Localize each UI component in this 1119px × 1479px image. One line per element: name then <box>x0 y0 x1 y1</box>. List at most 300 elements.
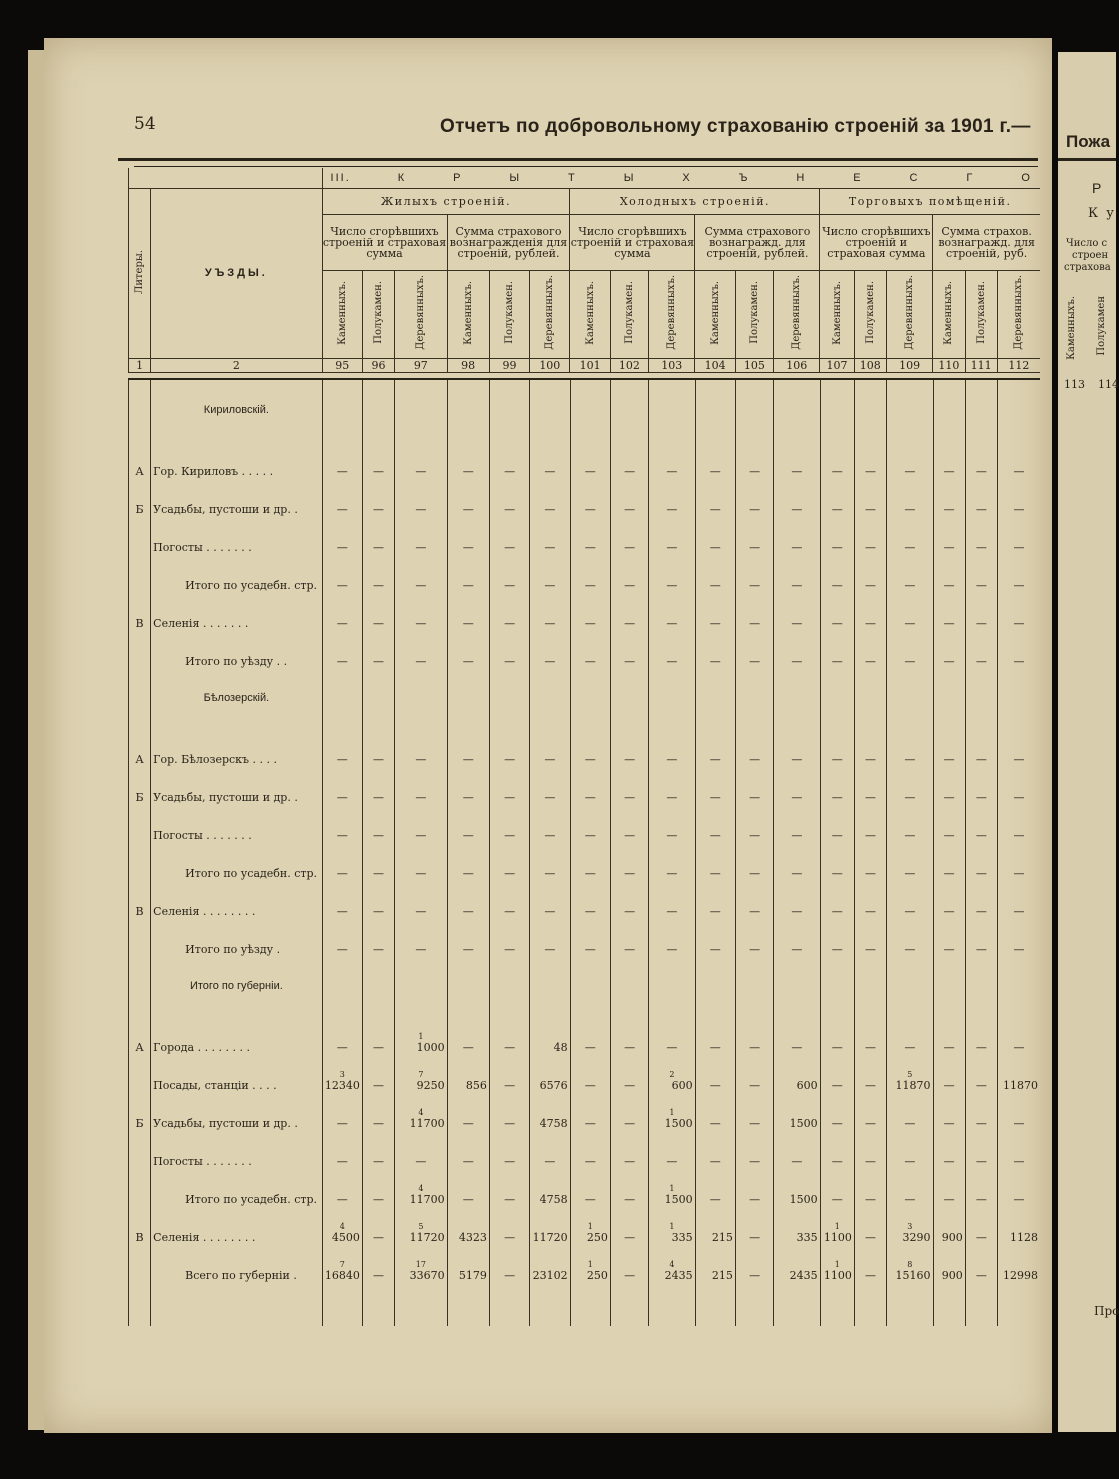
table-cell: — <box>695 592 735 630</box>
table-cell: 6576 <box>530 1054 570 1092</box>
table-cell: 48 <box>530 1016 570 1054</box>
table-cell: — <box>395 592 447 630</box>
subgroup-2: Сумма страхового вознагражденія для строеній, рублей. <box>447 214 570 270</box>
row-litera <box>129 1244 151 1282</box>
table-cell: — <box>820 478 854 516</box>
column-number: 107 <box>820 358 854 372</box>
table-row <box>129 842 1041 880</box>
table-cell: — <box>854 728 886 766</box>
table-cell: — <box>933 440 965 478</box>
table-cell: — <box>610 516 648 554</box>
table-cell: — <box>735 554 773 592</box>
material-col-header: Деревянныхъ. <box>997 270 1040 358</box>
table-cell: — <box>998 1168 1040 1206</box>
row-label: Итого по усадебн. стр. <box>151 842 322 880</box>
table-cell: — <box>362 1206 394 1244</box>
table-cell: — <box>965 1244 997 1282</box>
table-cell: — <box>447 516 489 554</box>
table-cell: — <box>774 766 820 804</box>
table-cell: — <box>362 804 394 842</box>
next-page-letter: Р <box>1092 180 1102 196</box>
table-cell: — <box>933 630 965 668</box>
sum-value: 33670 <box>409 1269 445 1282</box>
table-cell: — <box>965 1206 997 1244</box>
table-cell: — <box>965 842 997 880</box>
table-cell <box>649 1244 695 1282</box>
table-cell: — <box>649 554 695 592</box>
table-cell: — <box>649 918 695 956</box>
table-cell: — <box>774 1130 820 1168</box>
count-value: 7 <box>339 1260 345 1269</box>
table-cell: — <box>322 630 362 668</box>
subgroup-5: Число сгорѣвшихъ строеній и страховая сумма <box>820 214 933 270</box>
table-cell: — <box>735 918 773 956</box>
table-cell <box>649 1054 695 1092</box>
table-cell: — <box>322 728 362 766</box>
count-value: 1 <box>834 1222 840 1231</box>
material-col-header: Каменныхъ. <box>820 270 854 358</box>
table-cell: 11720 <box>530 1206 570 1244</box>
table-cell: — <box>489 804 529 842</box>
table-cell: — <box>887 766 933 804</box>
table-cell: — <box>854 842 886 880</box>
table-cell: 335 <box>774 1206 820 1244</box>
row-litera: А <box>129 1016 151 1054</box>
table-cell: — <box>735 804 773 842</box>
column-number: 111 <box>965 358 997 372</box>
table-cell: — <box>735 592 773 630</box>
table-cell: — <box>933 842 965 880</box>
table-cell: — <box>322 918 362 956</box>
table-cell: — <box>362 1054 394 1092</box>
table-cell: — <box>887 592 933 630</box>
subgroup-1: Число сгорѣвшихъ строеній и страховая сумма <box>322 214 447 270</box>
table-cell: — <box>362 1092 394 1130</box>
table-cell: — <box>649 804 695 842</box>
sum-value: 600 <box>671 1079 693 1092</box>
section-heading-letter: Ы <box>623 171 636 184</box>
next-page-num-2: 114 <box>1098 378 1119 391</box>
table-cell: — <box>887 554 933 592</box>
table-cell: — <box>887 880 933 918</box>
table-cell: — <box>395 804 447 842</box>
row-litera: В <box>129 592 151 630</box>
section-heading-letter: Ы <box>509 171 522 184</box>
table-cell: 2435 <box>774 1244 820 1282</box>
row-label: Усадьбы, пустоши и др. . <box>151 1092 322 1130</box>
row-label: Итого по уѣзду . . <box>151 630 322 668</box>
next-page-footer: Про <box>1094 1304 1119 1318</box>
table-cell: — <box>820 1168 854 1206</box>
section-heading-letter: К <box>397 171 407 184</box>
table-cell: — <box>887 918 933 956</box>
table-cell: — <box>735 440 773 478</box>
table-cell: — <box>735 1130 773 1168</box>
litery-header: Литеры. <box>129 188 151 358</box>
table-cell: — <box>395 842 447 880</box>
sum-value: 1000 <box>416 1041 445 1054</box>
table-cell: — <box>610 1244 648 1282</box>
column-number: 105 <box>735 358 773 372</box>
table-row <box>129 516 1041 554</box>
material-col-header: Деревянныхъ. <box>530 270 570 358</box>
section-heading-letter: Х <box>682 171 692 184</box>
table-cell: — <box>933 1092 965 1130</box>
section-heading-letter: С <box>909 171 920 184</box>
table-cell: — <box>649 1130 695 1168</box>
table-cell: — <box>610 1206 648 1244</box>
table-cell: — <box>447 880 489 918</box>
table-cell: — <box>695 1168 735 1206</box>
table-cell: — <box>998 804 1040 842</box>
sum-value: 4500 <box>331 1231 360 1244</box>
table-cell <box>322 1054 362 1092</box>
row-label: Селенія . . . . . . . <box>151 592 322 630</box>
table-cell: — <box>933 766 965 804</box>
table-cell: — <box>965 478 997 516</box>
column-number: 99 <box>489 358 529 372</box>
table-cell: — <box>395 554 447 592</box>
material-col-header: Каменныхъ. <box>695 270 735 358</box>
table-cell: — <box>695 880 735 918</box>
column-number: 97 <box>395 358 447 372</box>
table-cell: — <box>362 592 394 630</box>
table-row <box>129 1054 1041 1092</box>
table-cell: — <box>447 1130 489 1168</box>
group-kholodnykh: Холодныхъ строеній. <box>570 188 820 214</box>
table-cell: — <box>820 766 854 804</box>
table-cell: — <box>362 554 394 592</box>
table-cell: — <box>649 592 695 630</box>
table-cell: — <box>322 478 362 516</box>
table-cell <box>887 1054 933 1092</box>
table-row <box>129 1168 1041 1206</box>
table-cell <box>820 1206 854 1244</box>
count-value: 1 <box>587 1222 593 1231</box>
table-cell: — <box>489 1092 529 1130</box>
count-value: 3 <box>907 1222 913 1231</box>
table-cell: — <box>322 842 362 880</box>
table-cell: — <box>695 728 735 766</box>
table-cell: — <box>695 1054 735 1092</box>
row-litera: В <box>129 880 151 918</box>
count-value: 5 <box>907 1070 913 1079</box>
table-cell: — <box>998 1092 1040 1130</box>
sum-value: 15160 <box>895 1269 931 1282</box>
table-cell: — <box>854 554 886 592</box>
column-number: 96 <box>362 358 394 372</box>
table-cell: — <box>322 1016 362 1054</box>
table-cell: — <box>735 516 773 554</box>
table-cell: — <box>820 1130 854 1168</box>
material-col-header: Каменныхъ. <box>322 270 362 358</box>
table-cell: 1500 <box>774 1168 820 1206</box>
row-label: Усадьбы, пустоши и др. . <box>151 478 322 516</box>
next-page-rule <box>1058 158 1116 161</box>
table-cell: — <box>887 842 933 880</box>
row-litera <box>129 1130 151 1168</box>
table-cell: — <box>489 1016 529 1054</box>
table-cell: — <box>820 516 854 554</box>
table-cell: — <box>322 516 362 554</box>
table-cell: — <box>610 1054 648 1092</box>
table-cell: — <box>854 440 886 478</box>
table-cell: — <box>649 630 695 668</box>
table-cell: — <box>965 880 997 918</box>
count-value: 1 <box>669 1184 675 1193</box>
table-cell: — <box>447 918 489 956</box>
row-litera <box>129 1168 151 1206</box>
table-cell: 600 <box>774 1054 820 1092</box>
next-page-sub-1: Число с <box>1066 238 1108 249</box>
count-value: 5 <box>418 1222 424 1231</box>
table-cell: — <box>735 1168 773 1206</box>
table-cell: — <box>322 804 362 842</box>
table-cell: — <box>570 880 610 918</box>
table-cell: — <box>998 516 1040 554</box>
table-cell: — <box>610 728 648 766</box>
table-cell: — <box>774 842 820 880</box>
table-row <box>129 1092 1041 1130</box>
table-cell: — <box>933 1016 965 1054</box>
table-row <box>129 918 1041 956</box>
next-page-num-1: 113 <box>1064 378 1085 391</box>
table-row <box>129 728 1041 766</box>
table-cell: — <box>362 478 394 516</box>
next-page-sub-2: строен <box>1072 250 1109 261</box>
material-col-header: Деревянныхъ. <box>395 270 447 358</box>
sum-value: 3290 <box>902 1231 931 1244</box>
table-cell: — <box>649 478 695 516</box>
table-cell: — <box>362 728 394 766</box>
table-cell: 1500 <box>774 1092 820 1130</box>
table-cell: — <box>395 880 447 918</box>
table-cell: — <box>610 880 648 918</box>
table-cell <box>395 1016 447 1054</box>
table-cell: — <box>362 630 394 668</box>
table-cell: — <box>395 478 447 516</box>
table-row <box>129 630 1041 668</box>
row-label: Погосты . . . . . . . <box>151 1130 322 1168</box>
column-number: 106 <box>774 358 820 372</box>
table-cell: — <box>854 630 886 668</box>
table-cell: — <box>530 728 570 766</box>
table-cell: — <box>447 630 489 668</box>
column-number: 108 <box>854 358 886 372</box>
table-cell: — <box>820 592 854 630</box>
table-cell: — <box>887 478 933 516</box>
table-cell: — <box>362 766 394 804</box>
table-cell <box>649 1206 695 1244</box>
material-col-header: Полукамен. <box>489 270 529 358</box>
table-cell: — <box>610 1130 648 1168</box>
table-cell: — <box>695 842 735 880</box>
row-litera <box>129 630 151 668</box>
table-cell: — <box>854 592 886 630</box>
uezdy-header: УЪЗДЫ. <box>151 188 322 358</box>
table-cell: — <box>610 440 648 478</box>
table-cell: — <box>933 554 965 592</box>
section-title: Кириловскій. <box>151 380 322 440</box>
table-cell: — <box>447 1092 489 1130</box>
table-cell: — <box>649 1016 695 1054</box>
table-cell: — <box>322 554 362 592</box>
table-cell: — <box>887 630 933 668</box>
table-cell: — <box>447 554 489 592</box>
table-cell: — <box>610 842 648 880</box>
table-cell: — <box>965 554 997 592</box>
table-row <box>129 1206 1041 1244</box>
material-col-header: Деревянныхъ. <box>886 270 932 358</box>
page-number: 54 <box>134 114 156 134</box>
next-page-col-1: Каменныхъ. <box>1066 296 1077 360</box>
row-label: Селенія . . . . . . . . <box>151 880 322 918</box>
table-row <box>129 1244 1041 1282</box>
column-number: 103 <box>649 358 695 372</box>
table-cell: — <box>933 880 965 918</box>
table-cell: — <box>774 728 820 766</box>
table-cell: — <box>887 440 933 478</box>
table-cell: — <box>854 1016 886 1054</box>
subgroup-3: Число сгорѣвшихъ строеній и страховая сумма <box>570 214 695 270</box>
next-page-sub-3: страхова <box>1064 262 1111 273</box>
table-cell: — <box>887 1016 933 1054</box>
table-cell: — <box>854 1168 886 1206</box>
table-cell <box>887 1206 933 1244</box>
material-col-header: Полукамен. <box>854 270 886 358</box>
row-litera: А <box>129 728 151 766</box>
row-litera <box>129 554 151 592</box>
table-cell: 856 <box>447 1054 489 1092</box>
table-cell: — <box>965 1130 997 1168</box>
table-cell: — <box>933 728 965 766</box>
sum-value: 9250 <box>416 1079 445 1092</box>
row-label: Гор. Бѣлозерскъ . . . . <box>151 728 322 766</box>
table-cell: — <box>774 630 820 668</box>
table-cell: — <box>570 1130 610 1168</box>
table-cell: — <box>610 1092 648 1130</box>
table-cell: 4323 <box>447 1206 489 1244</box>
table-cell: — <box>610 918 648 956</box>
sum-value: 11870 <box>895 1079 931 1092</box>
table-cell: — <box>887 1168 933 1206</box>
table-cell: — <box>322 766 362 804</box>
table-cell: — <box>395 440 447 478</box>
table-cell: — <box>362 440 394 478</box>
table-cell: — <box>447 1016 489 1054</box>
table-cell <box>395 1054 447 1092</box>
table-cell: 1128 <box>998 1206 1040 1244</box>
table-cell: — <box>610 478 648 516</box>
row-litera <box>129 804 151 842</box>
table-cell: — <box>695 554 735 592</box>
header-table <box>128 168 1040 373</box>
table-cell: — <box>735 728 773 766</box>
title-rule-thin <box>134 166 1038 167</box>
table-cell: 215 <box>695 1244 735 1282</box>
section-heading <box>322 168 1040 188</box>
count-value: 1 <box>834 1260 840 1269</box>
sum-value: 11720 <box>409 1231 445 1244</box>
count-value: 7 <box>418 1070 424 1079</box>
section-heading-letter: Г <box>966 171 975 184</box>
table-cell: — <box>362 1244 394 1282</box>
table-cell: — <box>933 1130 965 1168</box>
title-rule <box>118 158 1038 161</box>
table-cell <box>820 1244 854 1282</box>
subgroup-4: Сумма страхового вознагражд. для строеній, рублей. <box>695 214 820 270</box>
table-cell: — <box>820 630 854 668</box>
count-value: 17 <box>415 1260 426 1269</box>
table-cell: — <box>887 1130 933 1168</box>
table-cell: — <box>774 592 820 630</box>
row-litera: Б <box>129 766 151 804</box>
table-cell: — <box>965 1016 997 1054</box>
table-cell: — <box>735 880 773 918</box>
table-cell: — <box>998 1130 1040 1168</box>
sum-value: 12340 <box>324 1079 360 1092</box>
table-cell: — <box>695 516 735 554</box>
table-cell: — <box>774 918 820 956</box>
table-filler <box>129 1282 1041 1326</box>
table-cell: — <box>965 766 997 804</box>
table-cell: — <box>610 630 648 668</box>
table-cell <box>395 1206 447 1244</box>
table-cell: — <box>998 554 1040 592</box>
table-cell: — <box>820 728 854 766</box>
count-value: 8 <box>907 1260 913 1269</box>
count-value: 4 <box>418 1108 424 1117</box>
table-row <box>129 1016 1041 1054</box>
column-number: 112 <box>997 358 1040 372</box>
section-heading-letter: Т <box>568 171 577 184</box>
next-page-fragment <box>1058 52 1119 1432</box>
column-number: 98 <box>447 358 489 372</box>
table-cell: — <box>695 630 735 668</box>
table-cell: — <box>998 630 1040 668</box>
table-cell <box>322 1206 362 1244</box>
table-cell: — <box>998 728 1040 766</box>
data-table <box>128 380 1040 1326</box>
row-label: Посады, станціи . . . . <box>151 1054 322 1092</box>
table-cell: — <box>489 1054 529 1092</box>
table-cell: — <box>489 728 529 766</box>
table-cell: — <box>322 880 362 918</box>
count-value: 1 <box>669 1108 675 1117</box>
section-row <box>129 380 1041 440</box>
table-cell: — <box>395 918 447 956</box>
table-cell: — <box>965 728 997 766</box>
sum-value: 1100 <box>823 1269 852 1282</box>
table-cell: — <box>820 842 854 880</box>
table-cell: — <box>998 1016 1040 1054</box>
group-zhilykh: Жилыхъ строеній. <box>322 188 570 214</box>
table-cell: — <box>854 804 886 842</box>
table-cell: — <box>447 728 489 766</box>
table-cell: — <box>854 766 886 804</box>
table-cell: — <box>570 516 610 554</box>
table-cell: — <box>933 1168 965 1206</box>
table-cell: — <box>735 1092 773 1130</box>
table-cell: 215 <box>695 1206 735 1244</box>
table-row <box>129 554 1041 592</box>
table-cell: — <box>854 516 886 554</box>
table-cell: — <box>774 440 820 478</box>
row-litera: В <box>129 1206 151 1244</box>
table-row <box>129 1130 1041 1168</box>
table-cell: — <box>854 1092 886 1130</box>
table-cell: — <box>489 1244 529 1282</box>
